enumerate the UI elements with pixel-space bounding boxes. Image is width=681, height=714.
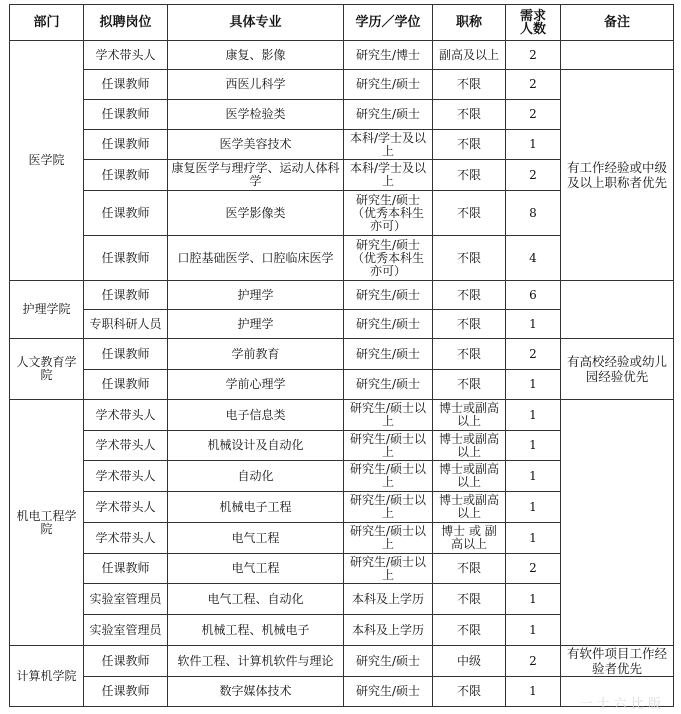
note-humanities: 有高校经验或幼儿园经验优先 [561, 339, 674, 400]
title-cell: 不限 [433, 70, 506, 100]
table-row [10, 41, 674, 70]
post-cell: 任课教师 [84, 339, 168, 370]
table-row [10, 646, 674, 677]
major-cell: 自动化 [168, 461, 344, 492]
title-cell: 博士或副高以上 [433, 492, 506, 523]
post-cell: 实验室管理员 [84, 584, 168, 615]
major-cell: 学前心理学 [168, 370, 344, 400]
count-cell: 1 [506, 492, 561, 523]
count-cell: 6 [506, 281, 561, 310]
count-cell: 1 [506, 310, 561, 339]
major-cell: 医学影像类 [168, 191, 344, 236]
post-cell: 任课教师 [84, 236, 168, 281]
degree-cell: 研究生/硕士 [344, 646, 433, 677]
count-cell: 1 [506, 461, 561, 492]
title-cell: 博士或副高以上 [433, 461, 506, 492]
title-cell: 不限 [433, 281, 506, 310]
note-empty [561, 400, 674, 646]
title-cell: 副高及以上 [433, 41, 506, 70]
major-cell: 康复医学与理疗学、运动人体科学 [168, 160, 344, 191]
degree-cell: 研究生/硕士（优秀本科生亦可） [344, 236, 433, 281]
count-cell: 1 [506, 584, 561, 615]
major-cell: 数字媒体技术 [168, 677, 344, 707]
title-cell: 不限 [433, 100, 506, 130]
header-post: 拟聘岗位 [84, 5, 168, 41]
title-cell: 不限 [433, 584, 506, 615]
degree-cell: 研究生/硕士以上 [344, 554, 433, 584]
count-cell: 1 [506, 615, 561, 646]
major-cell: 医学美容技术 [168, 130, 344, 160]
post-cell: 任课教师 [84, 677, 168, 707]
post-cell: 学术带头人 [84, 400, 168, 431]
major-cell: 医学检验类 [168, 100, 344, 130]
recruitment-table [9, 4, 674, 707]
count-cell: 1 [506, 677, 561, 707]
title-cell: 不限 [433, 310, 506, 339]
header-major: 具体专业 [168, 5, 344, 41]
major-cell: 电气工程 [168, 554, 344, 584]
count-cell: 2 [506, 554, 561, 584]
table-row [10, 339, 674, 370]
watermark: 一 十 六 比 版 [579, 697, 661, 712]
degree-cell: 研究生/硕士以上 [344, 461, 433, 492]
major-cell: 护理学 [168, 281, 344, 310]
degree-cell: 研究生/硕士 [344, 677, 433, 707]
degree-cell: 本科及上学历 [344, 584, 433, 615]
count-cell: 2 [506, 646, 561, 677]
post-cell: 专职科研人员 [84, 310, 168, 339]
post-cell: 任课教师 [84, 160, 168, 191]
degree-cell: 本科及上学历 [344, 615, 433, 646]
dept-humanities: 人文教育学院 [10, 339, 84, 400]
title-cell: 博士 或 副高以上 [433, 523, 506, 554]
header-title: 职称 [433, 5, 506, 41]
degree-cell: 研究生/硕士以上 [344, 523, 433, 554]
count-cell: 1 [506, 400, 561, 431]
title-cell: 不限 [433, 191, 506, 236]
post-cell: 任课教师 [84, 130, 168, 160]
title-cell: 不限 [433, 677, 506, 707]
degree-cell: 研究生/硕士 [344, 70, 433, 100]
count-cell: 1 [506, 370, 561, 400]
degree-cell: 研究生/博士 [344, 41, 433, 70]
title-cell: 不限 [433, 130, 506, 160]
count-cell: 2 [506, 70, 561, 100]
post-cell: 任课教师 [84, 554, 168, 584]
post-cell: 任课教师 [84, 370, 168, 400]
note-empty [561, 281, 674, 339]
dept-medical: 医学院 [10, 41, 84, 281]
post-cell: 学术带头人 [84, 523, 168, 554]
degree-cell: 研究生/硕士以上 [344, 492, 433, 523]
major-cell: 机械电子工程 [168, 492, 344, 523]
title-cell: 不限 [433, 236, 506, 281]
count-cell: 8 [506, 191, 561, 236]
dept-mech: 机电工程学院 [10, 400, 84, 646]
degree-cell: 研究生/硕士以上 [344, 400, 433, 431]
degree-cell: 研究生/硕士以上 [344, 431, 433, 461]
note-empty [561, 41, 674, 70]
title-cell: 不限 [433, 160, 506, 191]
post-cell: 学术带头人 [84, 431, 168, 461]
degree-cell: 研究生/硕士 [344, 370, 433, 400]
note-medical: 有工作经验或中级及以上职称者优先 [561, 70, 674, 281]
post-cell: 任课教师 [84, 70, 168, 100]
dept-cs: 计算机学院 [10, 646, 84, 707]
count-cell: 1 [506, 130, 561, 160]
count-cell: 2 [506, 41, 561, 70]
note-cs: 有软件项目工作经验者优先 [561, 646, 674, 677]
title-cell: 博士或副高以上 [433, 400, 506, 431]
table-row [10, 677, 674, 707]
major-cell: 电子信息类 [168, 400, 344, 431]
table-row [10, 70, 674, 100]
header-note: 备注 [561, 5, 674, 41]
degree-cell: 研究生/硕士 [344, 281, 433, 310]
post-cell: 任课教师 [84, 191, 168, 236]
post-cell: 学术带头人 [84, 492, 168, 523]
degree-cell: 研究生/硕士 [344, 100, 433, 130]
major-cell: 机械设计及自动化 [168, 431, 344, 461]
post-cell: 实验室管理员 [84, 615, 168, 646]
table-row [10, 281, 674, 310]
major-cell: 西医儿科学 [168, 70, 344, 100]
degree-cell: 研究生/硕士（优秀本科生亦可） [344, 191, 433, 236]
count-cell: 2 [506, 160, 561, 191]
header-count: 需求人数 [506, 5, 561, 41]
degree-cell: 本科/学士及以上 [344, 160, 433, 191]
table-row [10, 400, 674, 431]
degree-cell: 研究生/硕士 [344, 310, 433, 339]
major-cell: 康复、影像 [168, 41, 344, 70]
count-cell: 1 [506, 523, 561, 554]
post-cell: 任课教师 [84, 281, 168, 310]
degree-cell: 本科/学士及以上 [344, 130, 433, 160]
major-cell: 口腔基础医学、口腔临床医学 [168, 236, 344, 281]
header-department: 部门 [10, 5, 84, 41]
major-cell: 软件工程、计算机软件与理论 [168, 646, 344, 677]
title-cell: 不限 [433, 554, 506, 584]
major-cell: 电气工程、自动化 [168, 584, 344, 615]
title-cell: 不限 [433, 339, 506, 370]
header-degree: 学历／学位 [344, 5, 433, 41]
major-cell: 机械工程、机械电子 [168, 615, 344, 646]
dept-nursing: 护理学院 [10, 281, 84, 339]
count-cell: 4 [506, 236, 561, 281]
post-cell: 任课教师 [84, 646, 168, 677]
major-cell: 学前教育 [168, 339, 344, 370]
post-cell: 任课教师 [84, 100, 168, 130]
title-cell: 不限 [433, 370, 506, 400]
header-row [10, 5, 674, 41]
count-cell: 2 [506, 100, 561, 130]
title-cell: 中级 [433, 646, 506, 677]
count-cell: 1 [506, 431, 561, 461]
post-cell: 学术带头人 [84, 41, 168, 70]
degree-cell: 研究生/硕士 [344, 339, 433, 370]
major-cell: 电气工程 [168, 523, 344, 554]
title-cell: 博士或副高以上 [433, 431, 506, 461]
title-cell: 不限 [433, 615, 506, 646]
count-cell: 2 [506, 339, 561, 370]
major-cell: 护理学 [168, 310, 344, 339]
post-cell: 学术带头人 [84, 461, 168, 492]
